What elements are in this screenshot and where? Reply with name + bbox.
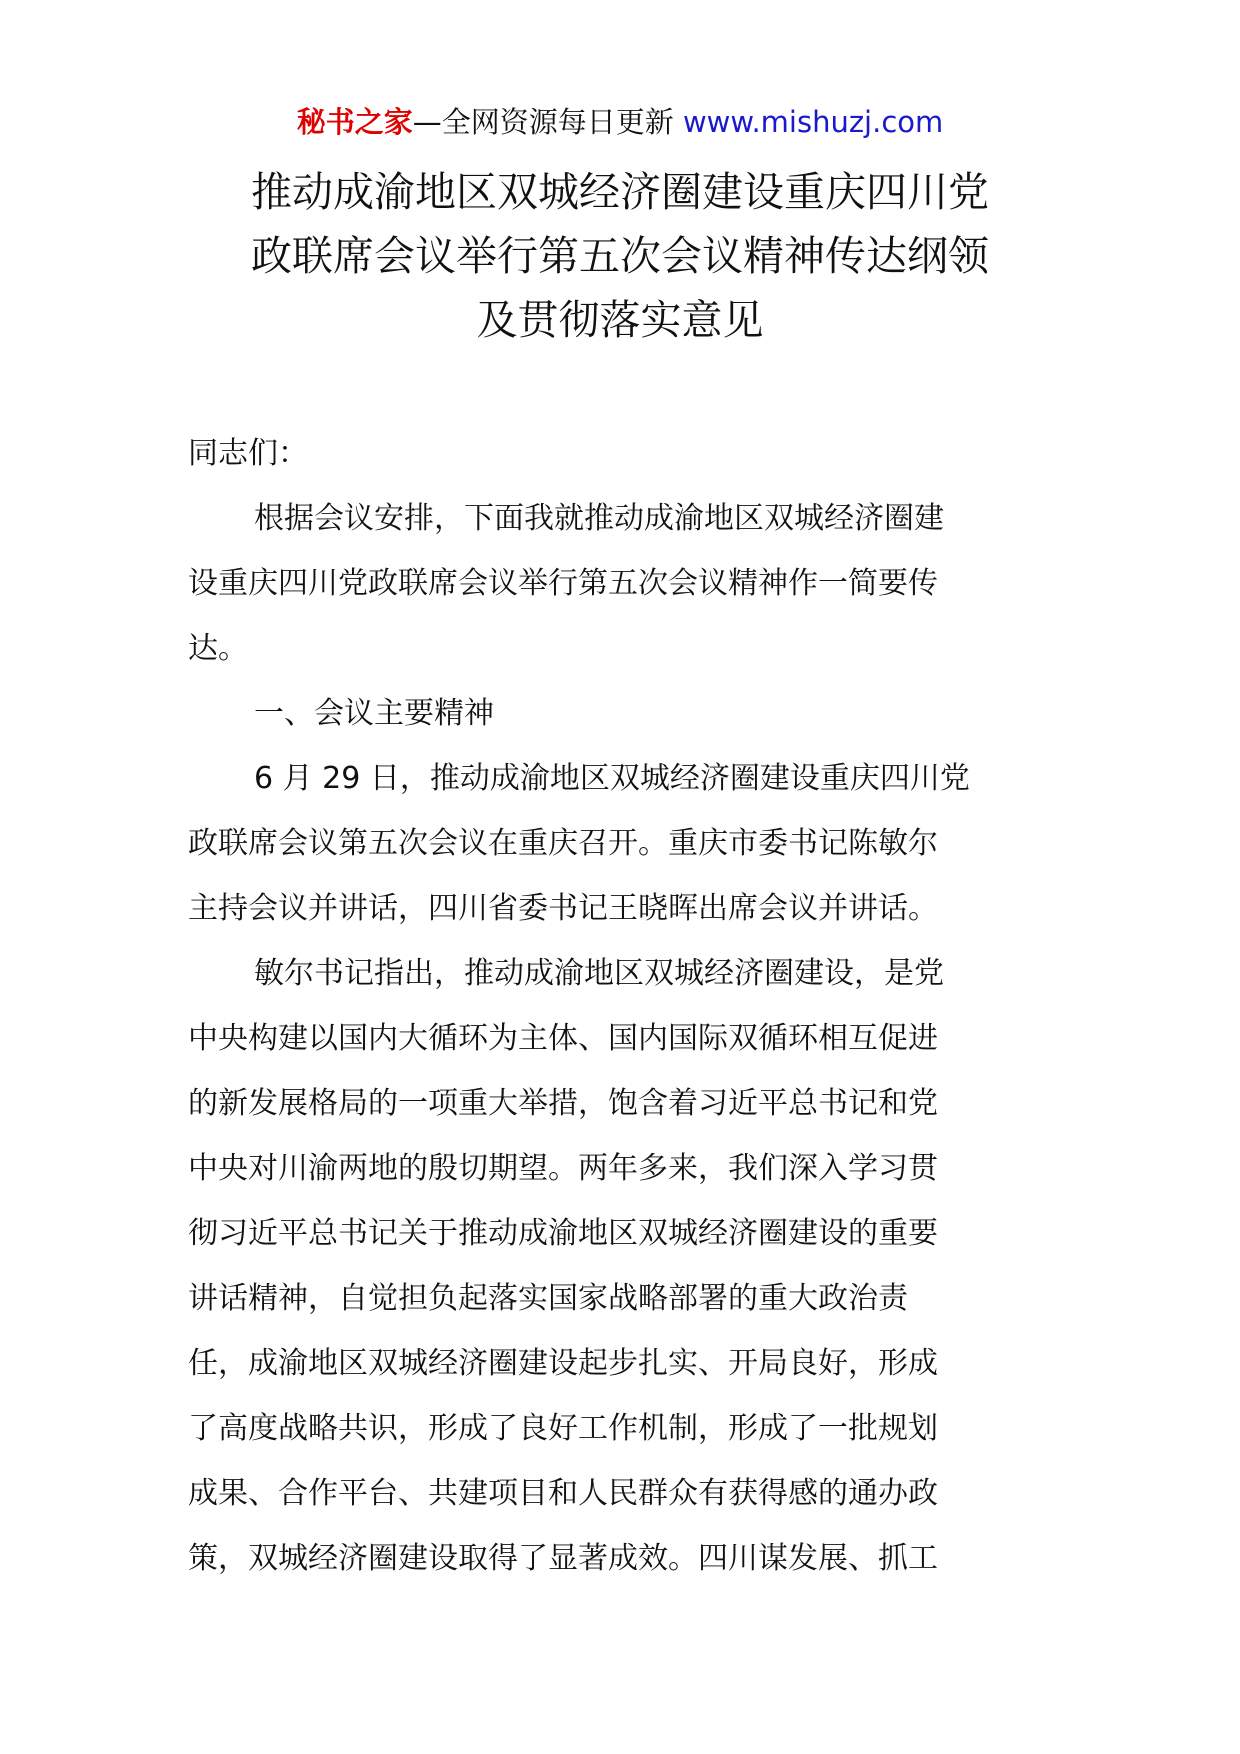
paragraph-line: 政联席会议第五次会议在重庆召开。重庆市委书记陈敏尔: [188, 826, 938, 861]
title-line: 政联席会议举行第五次会议精神传达纲领: [251, 232, 989, 280]
document-body: [188, 421, 1058, 1591]
paragraph-line: 的新发展格局的一项重大举措，饱含着习近平总书记和党: [188, 1086, 938, 1121]
paragraph-line: 中央对川渝两地的殷切期望。两年多来，我们深入学习贯: [188, 1151, 938, 1186]
section-heading: [188, 681, 1058, 746]
paragraph-line: 讲话精神，自觉担负起落实国家战略部署的重大政治责: [188, 1281, 908, 1316]
section-heading-line: 一、会议主要精神: [254, 696, 494, 731]
title-line: 及贯彻落实意见: [476, 296, 764, 344]
paragraph-line: 彻习近平总书记关于推动成渝地区双城经济圈建设的重要: [188, 1216, 938, 1251]
paragraph-line: 策，双城经济圈建设取得了显著成效。四川谋发展、抓工: [188, 1541, 938, 1576]
paragraph-line: 了高度战略共识，形成了良好工作机制，形成了一批规划: [188, 1411, 938, 1446]
greeting: [188, 421, 1058, 486]
greeting-line: 同志们：: [188, 436, 308, 471]
title-line: 推动成渝地区双城经济圈建设重庆四川党: [251, 168, 989, 216]
paragraph-line: 主持会议并讲话，四川省委书记王晓晖出席会议并讲话。: [188, 891, 938, 926]
document-title: [150, 160, 1090, 352]
paragraph-meeting: [188, 746, 1058, 941]
site-tagline: —全网资源每日更新: [412, 105, 683, 139]
paragraph-line: 根据会议安排，下面我就推动成渝地区双城经济圈建: [254, 501, 944, 536]
paragraph-line: 敏尔书记指出，推动成渝地区双城经济圈建设，是党: [254, 956, 944, 991]
paragraph-line: 中央构建以国内大循环为主体、国内国际双循环相互促进: [188, 1021, 938, 1056]
paragraph-intro: [188, 486, 1058, 681]
paragraph-line: 6 月 29 日，推动成渝地区双城经济圈建设重庆四川党: [254, 761, 970, 796]
paragraph-line: 达。: [188, 631, 248, 666]
paragraph-speech: [188, 941, 1058, 1591]
paragraph-line: 任，成渝地区双城经济圈建设起步扎实、开局良好，形成: [188, 1346, 938, 1381]
site-url-link[interactable]: www.mishuzj.com: [682, 105, 944, 139]
paragraph-line: 设重庆四川党政联席会议举行第五次会议精神作一简要传: [188, 566, 938, 601]
site-brand: 秘书之家: [296, 105, 413, 139]
site-header: [0, 100, 1240, 144]
paragraph-line: 成果、合作平台、共建项目和人民群众有获得感的通办政: [188, 1476, 938, 1511]
